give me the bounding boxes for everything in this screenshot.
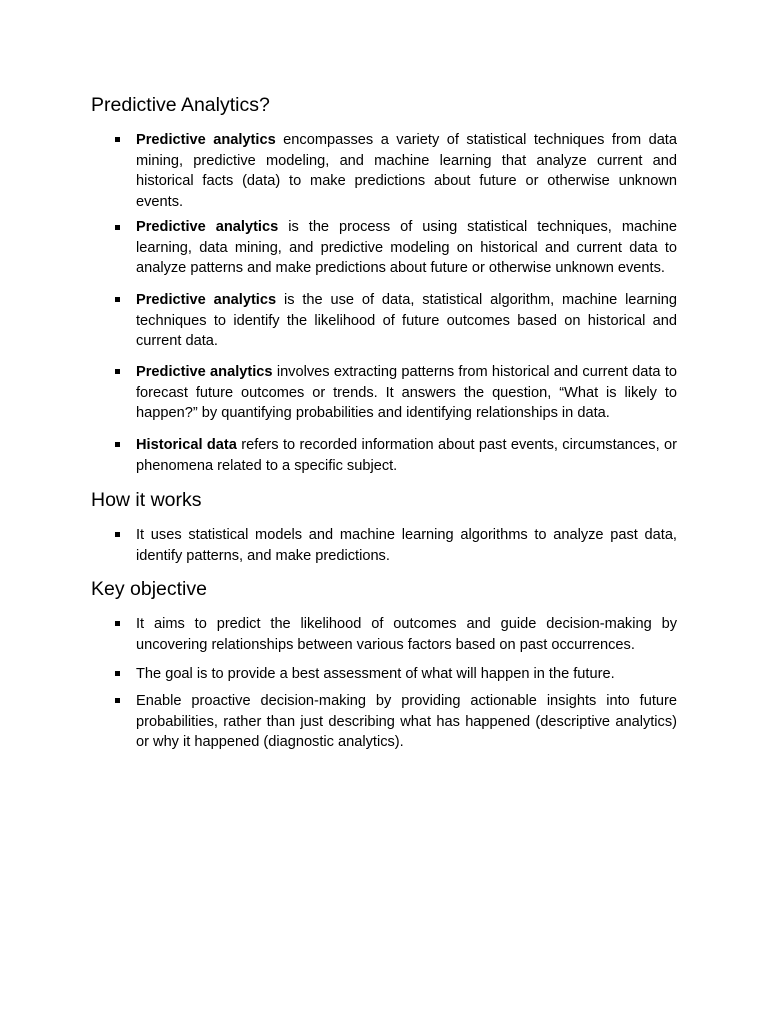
section-heading-key-objective: Key objective <box>91 578 207 600</box>
square-bullet-icon <box>115 671 120 676</box>
list-item-text <box>136 130 677 212</box>
list-item-body: encompasses a variety of statistical techniques from data mining, predictive modeling, and machine learning that analyze current and historical facts (data) to make predictions about future or otherwise unknown events. <box>136 132 677 210</box>
list-item-body: Enable proactive decision-making by providing actionable insights into future probabilities, rather than just describing what has happened (descriptive analytics) or why it happened (diagnostic analytics). <box>136 693 677 750</box>
square-bullet-icon <box>115 225 120 230</box>
list-item-bold-term: Predictive analytics <box>136 364 273 380</box>
square-bullet-icon <box>115 369 120 374</box>
list-item-text <box>136 614 677 655</box>
square-bullet-icon <box>115 532 120 537</box>
square-bullet-icon <box>115 442 120 447</box>
square-bullet-icon <box>115 621 120 626</box>
square-bullet-icon <box>115 137 120 142</box>
square-bullet-icon <box>115 297 120 302</box>
list-item-body: is the use of data, statistical algorithm, machine learning techniques to identify the likelihood of future outcomes based on historical and current data. <box>136 292 677 349</box>
list-item-body: The goal is to provide a best assessment of what will happen in the future. <box>136 666 615 682</box>
list-item-bold-term: Predictive analytics <box>136 219 279 235</box>
list-item-body: It aims to predict the likelihood of outcomes and guide decision-making by uncovering relationships between various factors based on past occurrences. <box>136 616 677 653</box>
list-item-text <box>136 290 677 352</box>
list-item-body: involves extracting patterns from historical and current data to forecast future outcomes or trends. It answers the question, “What is likely to happen?” by quantifying probabilities and identifying relationships in data. <box>136 364 677 421</box>
list-item-text <box>136 435 677 476</box>
list-item-text <box>136 664 677 685</box>
section-heading-how-it-works: How it works <box>91 489 202 511</box>
list-item-bold-term: Predictive analytics <box>136 132 276 148</box>
list-item-text <box>136 217 677 279</box>
section-heading-predictive-analytics: Predictive Analytics? <box>91 94 270 116</box>
list-item-text <box>136 691 677 753</box>
list-item-text <box>136 525 677 566</box>
list-item-body: It uses statistical models and machine learning algorithms to analyze past data, identify patterns, and make predictions. <box>136 527 677 564</box>
list-item-bold-term: Historical data <box>136 437 237 453</box>
list-item-body: refers to recorded information about past events, circumstances, or phenomena related to a specific subject. <box>136 437 677 474</box>
list-item-text <box>136 362 677 424</box>
list-item-body: is the process of using statistical techniques, machine learning, data mining, and predictive modeling on historical and current data to analyze patterns and make predictions about future or otherwise unknown events. <box>136 219 677 276</box>
list-item-bold-term: Predictive analytics <box>136 292 277 308</box>
square-bullet-icon <box>115 698 120 703</box>
